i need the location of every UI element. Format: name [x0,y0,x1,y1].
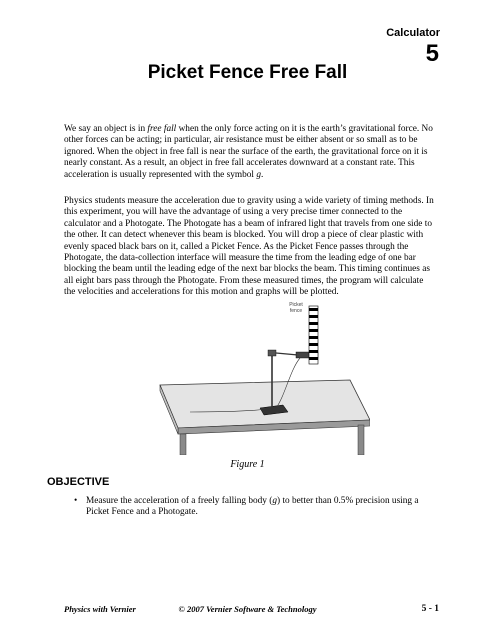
figure-caption: Figure 1 [230,459,265,470]
intro-paragraph-1 [64,124,436,181]
picket-bar-1 [309,308,318,311]
picket-bar-5 [309,336,318,339]
picket-fence-label-line1: Picket [289,302,303,308]
objective-heading: OBJECTIVE [47,476,110,488]
picket-fence-frame [309,306,318,364]
footer-book-title: Physics with Vernier [64,604,136,614]
objective-g-symbol: g [272,496,278,506]
bullet-icon: • [74,496,78,506]
objective-list [74,496,442,519]
figure-1-illustration [150,300,370,455]
table-leg-front-right [358,425,364,455]
picket-bar-7 [309,350,318,353]
picket-bar-6 [309,343,318,346]
footer-copyright: © 2007 Vernier Software & Technology [178,604,317,614]
free-fall-term: free fall [147,124,177,134]
chapter-number: 5 [425,40,439,67]
objective-text-a: Measure the acceleration of a freely falling body ( [86,496,273,506]
intro-text-a: We say an object is in [64,124,148,134]
ring-stand-clamp [268,350,276,356]
picket-bar-3 [309,322,318,325]
intro-text-c: . [261,169,264,180]
intro-paragraph-2: Physics students measure the acceleration due to gravity using a wide variety of timing methods. In this experiment, you will have the advantage of using a very precise timer connected to the calculator and a Photogate. The Photogate has a beam of infrared light that travels from one side to the other. It can detect whenever this beam is blocked. You will drop a piece of clear plastic with evenly spaced black bars on it, called a Picket Fence. As the Picket Fence passes through the Photogate, the data-collection interface will measure the time from the leading edge of one bar blocking the beam until the leading edge of the next bar blocks the beam. This timing continues as all eight bars pass through the Photogate. From these measured times, the program will calculate the velocities and accelerations for this motion and graphs will be plotted. [64,196,434,298]
intro-text-b: when the only force acting on it is the earth’s gravitational force. No other forces can be acting; in particular, air resistance must be either absent or so small as to be ignored. When the object in free fall is near the surface of the earth, the gravitational force on it is nearly constant. As a result, an object in free fall accelerates downward at a constant rate. This acceleration is usually represented with the symbol [64,124,433,180]
picket-bar-2 [309,315,318,318]
chapter-type-label: Calculator [386,27,440,39]
table-leg-front-left [180,434,186,455]
picket-fence [309,306,318,364]
table-top [160,380,370,428]
objective-item [74,496,442,519]
objective-text-b: ) to better than 0.5% precision using a Picket Fence and a Photogate. [86,496,419,518]
footer-page-number: 5 - 1 [421,604,439,614]
picket-bar-4 [309,329,318,332]
picket-fence-label-line2: fence [289,308,303,314]
page-title: Picket Fence Free Fall [147,62,348,83]
photogate-arm [276,353,298,355]
picket-bar-8 [309,357,318,360]
g-symbol: g [256,169,261,180]
